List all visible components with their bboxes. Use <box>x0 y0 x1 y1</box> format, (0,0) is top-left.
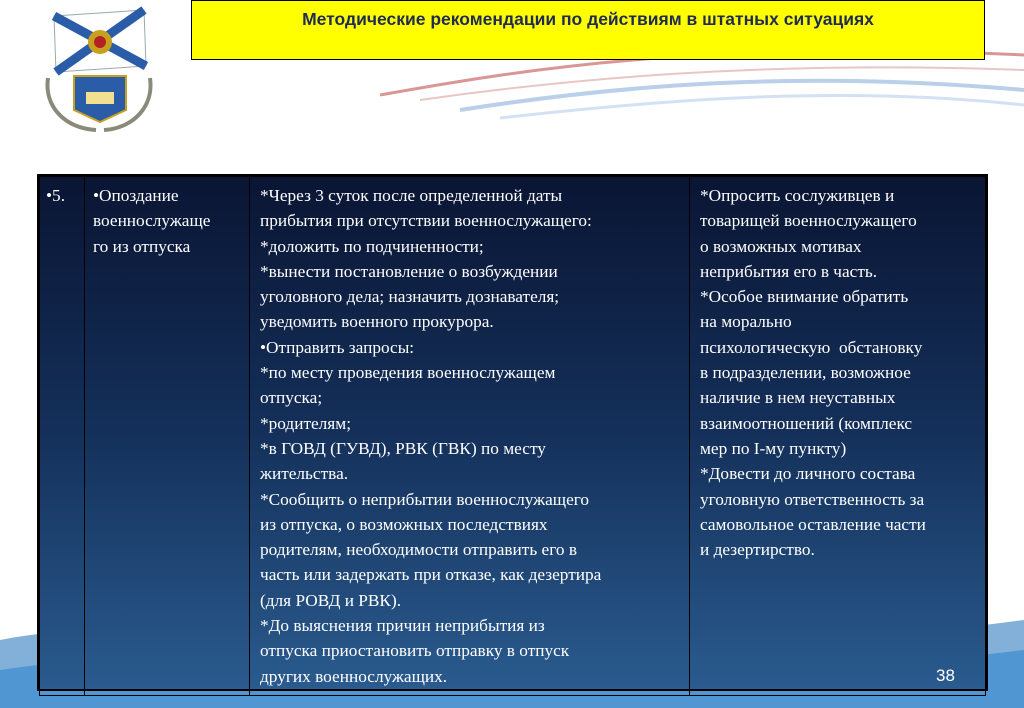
recommendation-line: *Опросить сослуживцев и <box>700 186 895 205</box>
recommendation-line: и дезертирство. <box>700 540 815 560</box>
action-line: прибытия при отсутствии военнослужащего: <box>260 211 592 231</box>
action-line: (для РОВД и РВК). <box>260 590 402 610</box>
action-line: других военнослужащих. <box>260 666 448 686</box>
action-line: отпуска приостановить отправку в отпуск <box>260 641 570 661</box>
recommendation-line: мер по I-му пункту) <box>700 438 847 458</box>
recommendations-cell <box>690 177 986 696</box>
recommendation-line: наличие в нем неуставных <box>700 388 896 408</box>
page-number: 38 <box>936 666 955 685</box>
action-line: *доложить по подчиненности; <box>260 236 484 256</box>
recommendation-line: *Особое внимание обратить <box>700 287 909 307</box>
table <box>39 176 986 696</box>
situation-line: го из отпуска <box>93 236 191 256</box>
recommendation-line: взаимоотношений (комплекс <box>700 413 913 433</box>
action-line: *вынести постановление о возбуждении <box>260 261 558 281</box>
action-line: *До выяснения причин неприбытия из <box>260 616 545 636</box>
title-banner <box>191 0 985 60</box>
action-line: отпуска; <box>260 388 323 408</box>
recommendation-line: на морально <box>700 312 792 332</box>
row-number: •5. <box>46 186 66 205</box>
recommendation-line: уголовную ответственность за <box>700 489 925 509</box>
page-title: Методические рекомендации по действиям в штатных ситуациях <box>302 8 874 29</box>
recommendation-line: неприбытия его в часть. <box>700 261 878 281</box>
action-line: уведомить военного прокурора. <box>260 312 494 332</box>
actions-cell <box>250 177 690 696</box>
recommendation-line: психологическую обстановку <box>700 337 923 357</box>
action-line: из отпуска, о возможных последствиях <box>260 514 548 534</box>
action-line: часть или задержать при отказе, как дезертира <box>260 565 602 585</box>
action-line: *Через 3 суток после определенной даты <box>260 186 563 205</box>
recommendations-table <box>37 174 988 691</box>
recommendation-line: в подразделении, возможное <box>700 363 911 383</box>
situation-line: •Опоздание <box>93 186 179 205</box>
action-line: уголовного дела; назначить дознавателя; <box>260 287 560 307</box>
emblem-logo <box>34 6 164 134</box>
action-line: *родителям; <box>260 413 351 433</box>
recommendation-line: *Довести до личного состава <box>700 464 916 484</box>
row-number-cell <box>40 177 85 696</box>
action-line: *в ГОВД (ГУВД), РВК (ГВК) по месту <box>260 438 546 458</box>
table-row <box>40 177 986 696</box>
recommendation-line: товарищей военнослужащего <box>700 211 917 231</box>
action-line: •Отправить запросы: <box>260 337 415 357</box>
action-line: *по месту проведения военнослужащем <box>260 363 556 383</box>
situation-cell <box>85 177 250 696</box>
recommendation-line: о возможных мотивах <box>700 236 862 256</box>
recommendation-line: самовольное оставление части <box>700 514 926 534</box>
action-line: *Сообщить о неприбытии военнослужащего <box>260 489 590 509</box>
action-line: родителям, необходимости отправить его в <box>260 540 577 560</box>
action-line: жительства. <box>260 464 349 484</box>
situation-line: военнослужаще <box>93 211 211 231</box>
